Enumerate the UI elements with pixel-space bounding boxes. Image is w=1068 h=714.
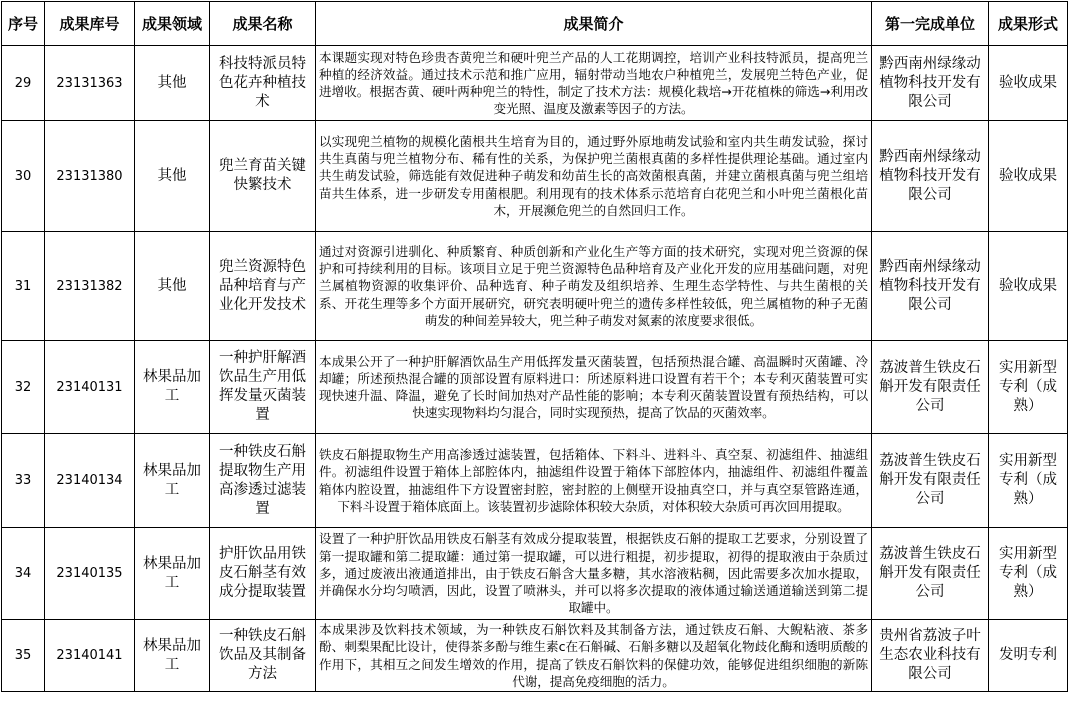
cell-domain: 其他 (135, 232, 210, 341)
cell-seq: 29 (2, 46, 45, 121)
table-row (2, 121, 1068, 232)
cell-code: 23131380 (45, 121, 135, 232)
cell-form: 发明专利 (989, 620, 1068, 692)
cell-form: 验收成果 (989, 232, 1068, 341)
cell-unit: 黔西南州绿缘动植物科技开发有限公司 (872, 121, 989, 232)
cell-seq: 33 (2, 434, 45, 528)
table-row (2, 341, 1068, 434)
table-row (2, 620, 1068, 692)
cell-summary: 以实现兜兰植物的规模化菌根共生培育为目的，通过野外原地萌发试验和室内共生萌发试验，探讨共生真菌与兜兰植物分布、稀有性的关系，为保护兜兰菌根真菌的多样性提供理论基础。通过室内共生萌发试验，筛选能有效促进种子萌发和幼苗生长的高效菌根真菌，并建立菌根真菌与兜兰组培苗共生体系，进一步研发专用菌根肥。利用现有的技术体系示范培育白花兜兰和小叶兜兰菌根化苗木，开展濒危兜兰的自然回归工作。 (316, 121, 872, 232)
cell-code: 23131363 (45, 46, 135, 121)
cell-summary: 铁皮石斛提取物生产用高渗透过滤装置，包括箱体、下料斗、进料斗、真空泵、初滤组件、抽滤组件。初滤组件设置于箱体上部腔体内，抽滤组件设置于箱体下部腔体内，抽滤组件、初滤组件覆盖箱体内腔设置，抽滤组件下方设置密封腔，密封腔的上侧壁开设抽真空口，并与真空泵管路连通，下料斗设置于箱体底面上。该装置初步滤除体积较大杂质，对体积较大杂质可再次回用提取。 (316, 434, 872, 528)
cell-code: 23140135 (45, 528, 135, 620)
header-code: 成果库号 (45, 2, 135, 46)
cell-form: 验收成果 (989, 121, 1068, 232)
header-seq: 序号 (2, 2, 45, 46)
cell-name: 科技特派员特色花卉种植技术 (210, 46, 316, 121)
cell-unit: 贵州省荔波子叶生态农业科技有限公司 (872, 620, 989, 692)
header-form: 成果形式 (989, 2, 1068, 46)
cell-seq: 30 (2, 121, 45, 232)
cell-summary: 本成果涉及饮料技术领域，为一种铁皮石斛饮料及其制备方法，通过铁皮石斛、大鲵粘液、茶多酚、刺梨果配比设计，使得茶多酚与维生素c在石斛碱、石斛多糖以及超氧化物歧化酶和透明质酸的作用下，其相互之间发生增效的作用，提高了铁皮石斛饮料的保健功效，能够促进组织细胞的新陈代谢，提高免疫细胞的活力。 (316, 620, 872, 692)
header-unit: 第一完成单位 (872, 2, 989, 46)
header-row (2, 2, 1068, 46)
cell-domain: 林果品加工 (135, 528, 210, 620)
cell-form: 实用新型专利（成熟） (989, 528, 1068, 620)
cell-summary: 通过对资源引进驯化、种质繁育、种质创新和产业化生产等方面的技术研究，实现对兜兰资源的保护和可持续利用的目标。该项目立足于兜兰资源特色品种培育及产业化开发的应用基础问题，对兜兰属植物资源的收集评价、品种选育、种子萌发及组织培养、生理生态学特性、与共生菌根的关系、开花生理等多个方面开展研究，研究表明硬叶兜兰的遗传多样性较低，兜兰属植物的种子无菌萌发的种间差异较大，兜兰种子萌发对氮素的浓度要求很低。 (316, 232, 872, 341)
header-domain: 成果领域 (135, 2, 210, 46)
table-row (2, 528, 1068, 620)
cell-domain: 林果品加工 (135, 434, 210, 528)
cell-code: 23140141 (45, 620, 135, 692)
cell-unit: 黔西南州绿缘动植物科技开发有限公司 (872, 232, 989, 341)
cell-summary: 设置了一种护肝饮品用铁皮石斛茎有效成分提取装置，根据铁皮石斛的提取工艺要求，分别设置了第一提取罐和第二提取罐：通过第一提取罐，可以进行粗提，初步提取，初得的提取液由于杂质过多，通过废液出液通道排出，由于铁皮石斛含大量多糖，其水溶液粘稠，因此需要多次加水提取，并确保水分均匀喷洒，因此，设置了喷淋头，并可以将多次提取的液体通过输送通道输送到第二提取罐中。 (316, 528, 872, 620)
cell-seq: 32 (2, 341, 45, 434)
table-row (2, 46, 1068, 121)
cell-name: 兜兰资源特色品种培育与产业化开发技术 (210, 232, 316, 341)
cell-code: 23140134 (45, 434, 135, 528)
cell-name: 一种铁皮石斛饮品及其制备方法 (210, 620, 316, 692)
table-row (2, 434, 1068, 528)
cell-name: 一种护肝解酒饮品生产用低挥发量灭菌装置 (210, 341, 316, 434)
cell-form: 实用新型专利（成熟） (989, 434, 1068, 528)
cell-summary: 本成果公开了一种护肝解酒饮品生产用低挥发量灭菌装置，包括预热混合罐、高温瞬时灭菌罐、冷却罐；所述预热混合罐的顶部设置有原料进口：所述原料进口设置有若干个；本专利灭菌装置可实现快速升温、降温，避免了长时间加热对产品性能的影响；本专利灭菌装置设置有预热结构，可以快速实现物料均匀混合，同时实现预热，提高了饮品的灭菌效率。 (316, 341, 872, 434)
cell-summary: 本课题实现对特色珍贵杏黄兜兰和硬叶兜兰产品的人工花期调控，培训产业科技特派员，提高兜兰种植的经济效益。通过技术示范和推广应用，辐射带动当地农户种植兜兰，发展兜兰特色产业，促进增收。根据杏黄、硬叶两种兜兰的特性，制定了技术方法：规模化栽培→开花植株的筛选→利用改变光照、温度及激素等因子的方法。 (316, 46, 872, 121)
cell-domain: 其他 (135, 46, 210, 121)
table-row (2, 232, 1068, 341)
cell-unit: 黔西南州绿缘动植物科技开发有限公司 (872, 46, 989, 121)
cell-domain: 其他 (135, 121, 210, 232)
cell-name: 护肝饮品用铁皮石斛茎有效成分提取装置 (210, 528, 316, 620)
cell-code: 23140131 (45, 341, 135, 434)
cell-domain: 林果品加工 (135, 620, 210, 692)
cell-seq: 31 (2, 232, 45, 341)
cell-unit: 荔波普生铁皮石斛开发有限责任公司 (872, 434, 989, 528)
cell-form: 实用新型专利（成熟） (989, 341, 1068, 434)
cell-seq: 35 (2, 620, 45, 692)
header-name: 成果名称 (210, 2, 316, 46)
cell-name: 一种铁皮石斛提取物生产用高渗透过滤装置 (210, 434, 316, 528)
header-summary: 成果简介 (316, 2, 872, 46)
cell-domain: 林果品加工 (135, 341, 210, 434)
cell-name: 兜兰育苗关键快繁技术 (210, 121, 316, 232)
cell-seq: 34 (2, 528, 45, 620)
cell-code: 23131382 (45, 232, 135, 341)
cell-unit: 荔波普生铁皮石斛开发有限责任公司 (872, 528, 989, 620)
cell-form: 验收成果 (989, 46, 1068, 121)
achievements-table (1, 1, 1068, 692)
cell-unit: 荔波普生铁皮石斛开发有限责任公司 (872, 341, 989, 434)
